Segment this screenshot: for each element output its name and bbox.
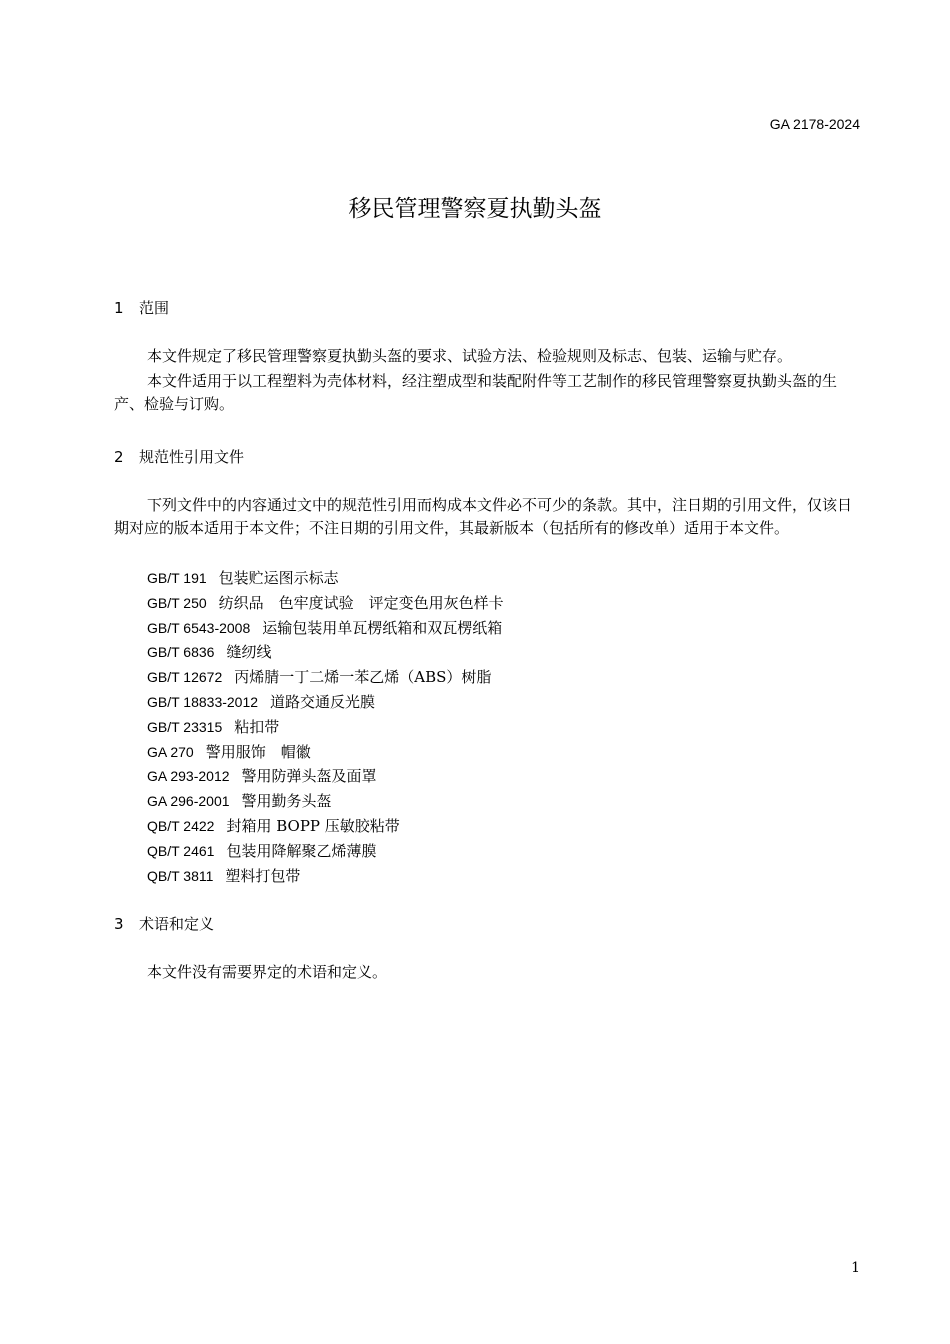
reference-title: 警用服饰 帽徽 [205, 742, 311, 761]
reference-code: GB/T 250 [147, 594, 207, 611]
reference-item [147, 764, 504, 789]
section-number: 1 [114, 299, 124, 317]
reference-code: QB/T 2461 [147, 842, 215, 859]
reference-code: GA 270 [147, 743, 194, 760]
reference-item [147, 814, 504, 839]
reference-item [147, 591, 504, 616]
section-heading-normative-references [114, 446, 244, 467]
terms-paragraph: 本文件没有需要界定的术语和定义。 [147, 963, 388, 981]
section-number: 3 [114, 915, 124, 933]
reference-title: 缝纫线 [226, 643, 272, 662]
reference-item [147, 665, 504, 690]
reference-code: QB/T 3811 [147, 867, 214, 884]
reference-list [147, 566, 504, 888]
scope-paragraph-2: 本文件适用于以工程塑料为壳体材料，经注塑成型和装配附件等工艺制作的移民管理警察夏执勤头盔的生产、检验与订购。 [114, 372, 838, 413]
section-title: 规范性引用文件 [139, 448, 245, 466]
reference-code: GB/T 6543-2008 [147, 619, 251, 636]
reference-title: 纺织品 色牢度试验 评定变色用灰色样卡 [218, 593, 504, 612]
reference-item [147, 740, 504, 765]
standard-code: GA 2178-2024 [769, 116, 860, 132]
reference-item [147, 616, 504, 641]
reference-title: 封箱用 BOPP 压敏胶粘带 [226, 816, 400, 835]
reference-title: 警用防弹头盔及面罩 [241, 767, 377, 786]
reference-code: GB/T 23315 [147, 718, 223, 735]
reference-code: GB/T 12672 [147, 669, 223, 686]
reference-title: 运输包装用单瓦楞纸箱和双瓦楞纸箱 [262, 618, 503, 637]
reference-item [147, 839, 504, 864]
section-title: 范围 [139, 299, 170, 317]
section-heading-terms-definitions [114, 913, 214, 934]
document-title: 移民管理警察夏执勤头盔 [348, 196, 602, 222]
section-number: 2 [114, 448, 124, 466]
page-number: 1 [851, 1260, 860, 1276]
reference-code: QB/T 2422 [147, 817, 215, 834]
reference-title: 包装用降解聚乙烯薄膜 [226, 841, 377, 860]
reference-item [147, 715, 504, 740]
reference-title: 包装贮运图示标志 [218, 569, 339, 587]
reference-title: 道路交通反光膜 [270, 692, 376, 711]
reference-item [147, 690, 504, 715]
reference-title: 警用勤务头盔 [241, 792, 332, 811]
reference-title: 粘扣带 [234, 717, 280, 736]
scope-paragraph-1: 本文件规定了移民管理警察夏执勤头盔的要求、试验方法、检验规则及标志、包装、运输与贮存。 [147, 347, 793, 365]
reference-item [147, 789, 504, 814]
section-title: 术语和定义 [139, 915, 215, 933]
reference-item [147, 864, 504, 889]
reference-code: GB/T 191 [147, 570, 207, 586]
reference-code: GB/T 18833-2012 [147, 693, 259, 710]
reference-code: GA 296-2001 [147, 793, 230, 810]
references-intro-paragraph: 下列文件中的内容通过文中的规范性引用而构成本文件必不可少的条款。其中，注日期的引用文件，仅该日期对应的版本适用于本文件；不注日期的引用文件，其最新版本（包括所有的修改单）适用于本文件。 [114, 496, 853, 537]
reference-item [147, 640, 504, 665]
section-heading-scope [114, 297, 169, 318]
reference-code: GA 293-2012 [147, 768, 230, 785]
reference-title: 丙烯腈一丁二烯一苯乙烯（ABS）树脂 [234, 668, 492, 687]
reference-title: 塑料打包带 [225, 866, 301, 885]
reference-item [147, 566, 504, 591]
reference-code: GB/T 6836 [147, 644, 215, 661]
